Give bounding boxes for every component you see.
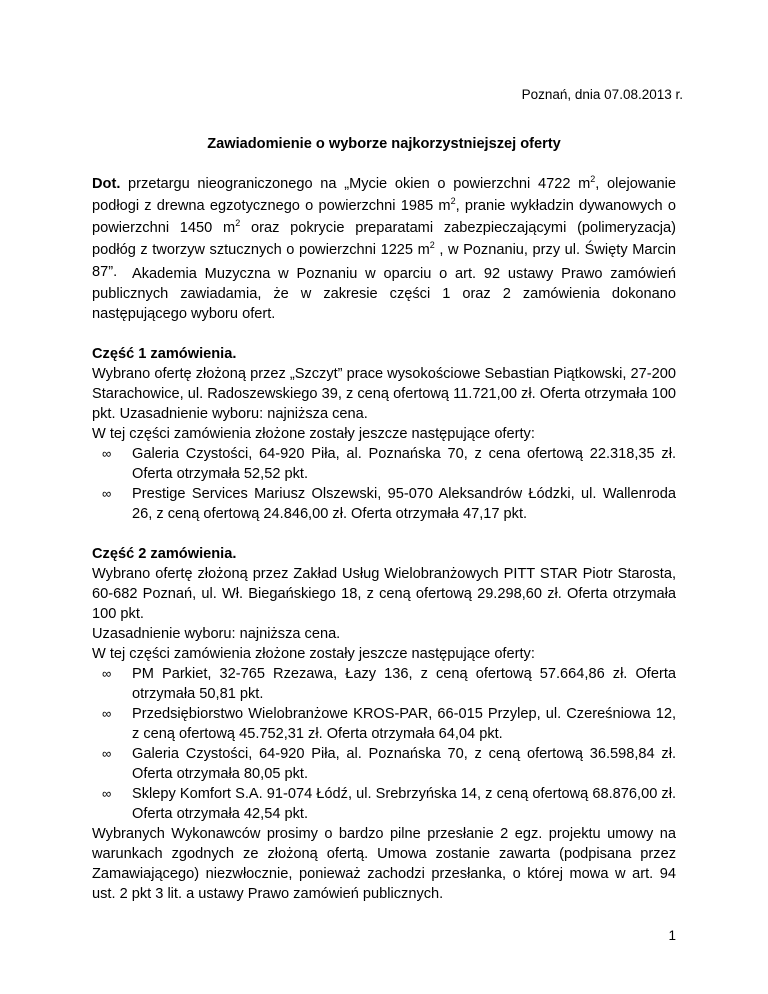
part2-others-intro: W tej części zamówienia złożone zostały jeszcze następujące oferty: <box>92 646 535 662</box>
document-title: Zawiadomienie o wyborze najkorzystniejszej oferty <box>207 136 561 152</box>
part1-other-offers-list <box>92 444 676 524</box>
bullet-icon: ∞ <box>102 706 112 721</box>
list-item: ∞ Sklepy Komfort S.A. 91-074 Łódź, ul. Srebrzyńska 14, z ceną ofertową 68.876,00 zł. Oferta otrzymała 42,54 pkt. <box>102 786 676 822</box>
subject-label: Dot. <box>92 176 121 192</box>
bullet-icon: ∞ <box>102 746 112 761</box>
part2-heading: Część 2 zamówienia. <box>92 546 237 562</box>
part1-others-intro: W tej części zamówienia złożone zostały jeszcze następujące oferty: <box>92 426 535 442</box>
part1-section <box>92 344 676 524</box>
part2-selected-offer: Wybrano ofertę złożoną przez Zakład Usług Wielobranżowych PITT STAR Piotr Starosta, 60-682 Poznań, ul. Wł. Biegańskiego 18, z ceną ofertową 29.298,60 zł. Oferta otrzymała 100 pkt. <box>92 566 676 622</box>
page-number: 1 <box>668 928 676 943</box>
date-line: Poznań, dnia 07.08.2013 r. <box>521 87 683 102</box>
list-item: ∞ Galeria Czystości, 64-920 Piła, al. Poznańska 70, z cena ofertową 22.318,35 zł. Oferta otrzymała 52,52 pkt. <box>102 446 676 482</box>
part2-section <box>92 544 676 824</box>
part2-justification: Uzasadnienie wyboru: najniższa cena. <box>92 626 341 642</box>
closing-paragraph: Wybranych Wykonawców prosimy o bardzo pilne przesłanie 2 egz. projektu umowy na warunkach zgodnych ze złożoną ofertą. Umowa zostanie zawarta (podpisana przez Zamawiającego) niezwłocznie, ponieważ zachodzi przesłanka, o której mowa w art. 94 ust. 2 pkt 3 lit. a ustawy Prawo zamówień publicznych. <box>92 826 676 902</box>
subject-paragraph: Dot. przetargu nieograniczonego na „Mycie okien o powierzchni 4722 $m^2$, olejowanie podłogi z drewna egzotycznego o powierzchni 1985 $m^2$, pranie wykładzin dywanowych o powierzchni 1450 $m^2$ oraz pokrycie preparatami zabezpieczającymi (polimeryzacja) podłóg z tworzyw sztucznych o powierzchni 1225 $m^2$ , w Poznaniu, przy ul. Święty Marcin 87”. <box>92 174 677 280</box>
part1-selected-offer: Wybrano ofertę złożoną przez „Szczyt” prace wysokościowe Sebastian Piątkowski, 27-200 Starachowice, ul. Radoszewskiego 39, z ceną ofertową 11.721,00 zł. Oferta otrzymała 100 pkt. Uzasadnienie wyboru: najniższa cena. <box>92 366 676 422</box>
bullet-icon: ∞ <box>102 446 112 461</box>
intro-paragraph: Akademia Muzyczna w Poznaniu w oparciu o art. 92 ustawy Prawo zamówień publicznych zawiadamia, że w zakresie części 1 oraz 2 zamówienia dokonano następującego wyboru ofert. <box>92 266 676 322</box>
list-item: ∞ Przedsiębiorstwo Wielobranżowe KROS-PAR, 66-015 Przylep, ul. Czereśniowa 12, z ceną ofertową 45.752,31 zł. Oferta otrzymała 64,04 pkt. <box>102 706 676 742</box>
list-item: ∞ PM Parkiet, 32-765 Rzezawa, Łazy 136, z ceną ofertową 57.664,86 zł. Oferta otrzymała 50,81 pkt. <box>102 666 676 702</box>
part1-heading: Część 1 zamówienia. <box>92 346 237 362</box>
list-item: ∞ Galeria Czystości, 64-920 Piła, al. Poznańska 70, z ceną ofertową 36.598,84 zł. Oferta otrzymała 80,05 pkt. <box>102 746 676 782</box>
bullet-icon: ∞ <box>102 486 112 501</box>
bullet-icon: ∞ <box>102 786 112 801</box>
bullet-icon: ∞ <box>102 666 112 681</box>
part2-other-offers-list <box>92 664 676 824</box>
list-item: ∞ Prestige Services Mariusz Olszewski, 95-070 Aleksandrów Łódzki, ul. Wallenroda 26, z ceną ofertową 24.846,00 zł. Oferta otrzymała 47,17 pkt. <box>102 486 676 522</box>
